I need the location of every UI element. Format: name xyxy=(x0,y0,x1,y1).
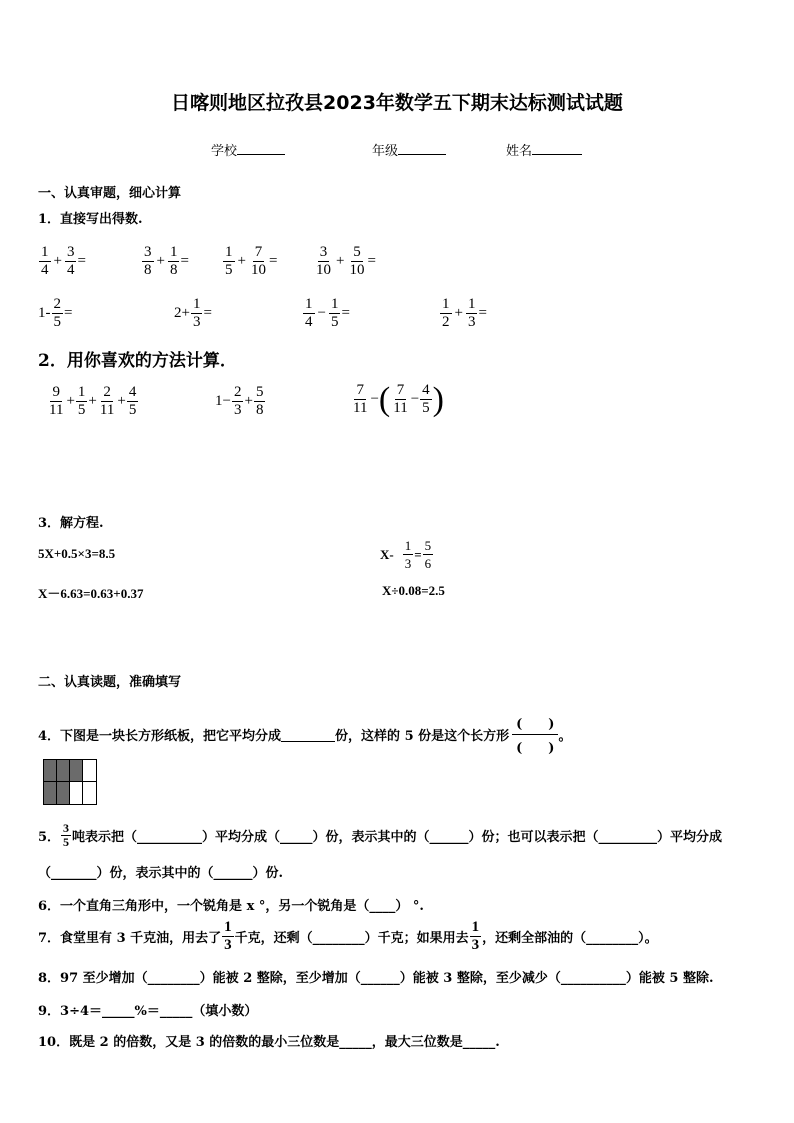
page-title: 日喀则地区拉孜县2023年数学五下期末达标测试试题 xyxy=(171,92,623,114)
q7-text: 7．食堂里有 3 千克油，用去了 $\frac{1}{3}$ 千克，还剩（________）千克；如果用去 $\frac{1}{3}$ ，还剩全部油的（________）。 xyxy=(38,919,658,953)
section-2-heading: 二、认真读题，准确填写 xyxy=(38,675,182,690)
rectangle-grid-figure xyxy=(43,759,97,805)
q2-expr-3: $\frac{7}{11}$ − ( $\frac{7}{11}$ − $\frac{4}{5}$ ) xyxy=(353,380,444,418)
grid-cell xyxy=(70,782,83,804)
q1-expr-5: 1- $\frac{2}{5}$ = xyxy=(38,296,73,330)
q3-label: 3．解方程. xyxy=(38,516,104,531)
q1-expr-1: $\frac{1}{4}$ + $\frac{3}{4}$ = xyxy=(41,244,86,278)
q4-text: 4．下图是一块长方形纸板，把它平均分成 份，这样的 5 份是这个长方形 ( ) ( ) 。 xyxy=(38,713,571,756)
q2-label: 2．用你喜欢的方法计算． xyxy=(38,351,237,371)
q6-text: 6．一个直角三角形中，一个锐角是 x °，另一个锐角是（____） °. xyxy=(38,899,424,914)
q3-equation-3: X－6.63=0.63+0.37 xyxy=(38,586,144,601)
q2-expr-1: $\frac{9}{11}$ + $\frac{1}{5}$ + $\frac{2}{11}$ + $\frac{4}{5}$ xyxy=(49,384,137,418)
q1-expr-7: $\frac{1}{4}$ − $\frac{1}{5}$ = xyxy=(305,296,350,330)
grade-field: 年级 xyxy=(372,140,446,159)
q9-text: 9．3÷4＝_____%＝_____（填小数） xyxy=(38,1004,258,1019)
section-1-heading: 一、认真审题，细心计算 xyxy=(38,186,182,201)
q1-expr-8: $\frac{1}{2}$ + $\frac{1}{3}$ = xyxy=(442,296,487,330)
q3-equation-2: X- $\frac{1}{3}$ = $\frac{5}{6}$ xyxy=(380,538,432,571)
grid-cell xyxy=(57,760,70,782)
q1-expr-2: $\frac{3}{8}$ + $\frac{1}{8}$ = xyxy=(144,244,189,278)
grid-cell xyxy=(44,782,57,804)
q1-expr-3: $\frac{1}{5}$ + $\frac{7}{10}$ = xyxy=(225,244,278,278)
q3-equation-4: X÷0.08=2.5 xyxy=(382,583,445,598)
grid-cell xyxy=(44,760,57,782)
q10-text: 10．既是 2 的倍数，又是 3 的倍数的最小三位数是_____，最大三位数是_____. xyxy=(38,1035,500,1050)
q5-line-1: 5． $\frac{3}{5}$ 吨表示把（__________）平均分成（_____）份，表示其中的（______）份；也可以表示把（_________）平均分成 xyxy=(38,821,723,849)
q8-text: 8．97 至少增加（________）能被 2 整除，至少增加（______）能被 3 整除，至少减少（__________）能被 5 整除. xyxy=(38,971,714,986)
grid-cell xyxy=(57,782,70,804)
grid-cell xyxy=(83,782,96,804)
q5-line-2: （_______）份，表示其中的（______）份. xyxy=(38,866,284,881)
q1-expr-6: 2+ $\frac{1}{3}$ = xyxy=(174,296,212,330)
grid-cell xyxy=(70,760,83,782)
school-field: 学校 xyxy=(211,140,285,159)
grid-cell xyxy=(83,760,96,782)
q2-expr-2: 1− $\frac{2}{3}$ + $\frac{5}{8}$ xyxy=(215,384,264,418)
q1-label: 1．直接写出得数. xyxy=(38,212,143,227)
name-field: 姓名 xyxy=(506,140,582,159)
q3-equation-1: 5X+0.5×3=8.5 xyxy=(38,546,116,561)
q1-expr-4: $\frac{3}{10}$ + $\frac{5}{10}$ = xyxy=(316,244,376,278)
